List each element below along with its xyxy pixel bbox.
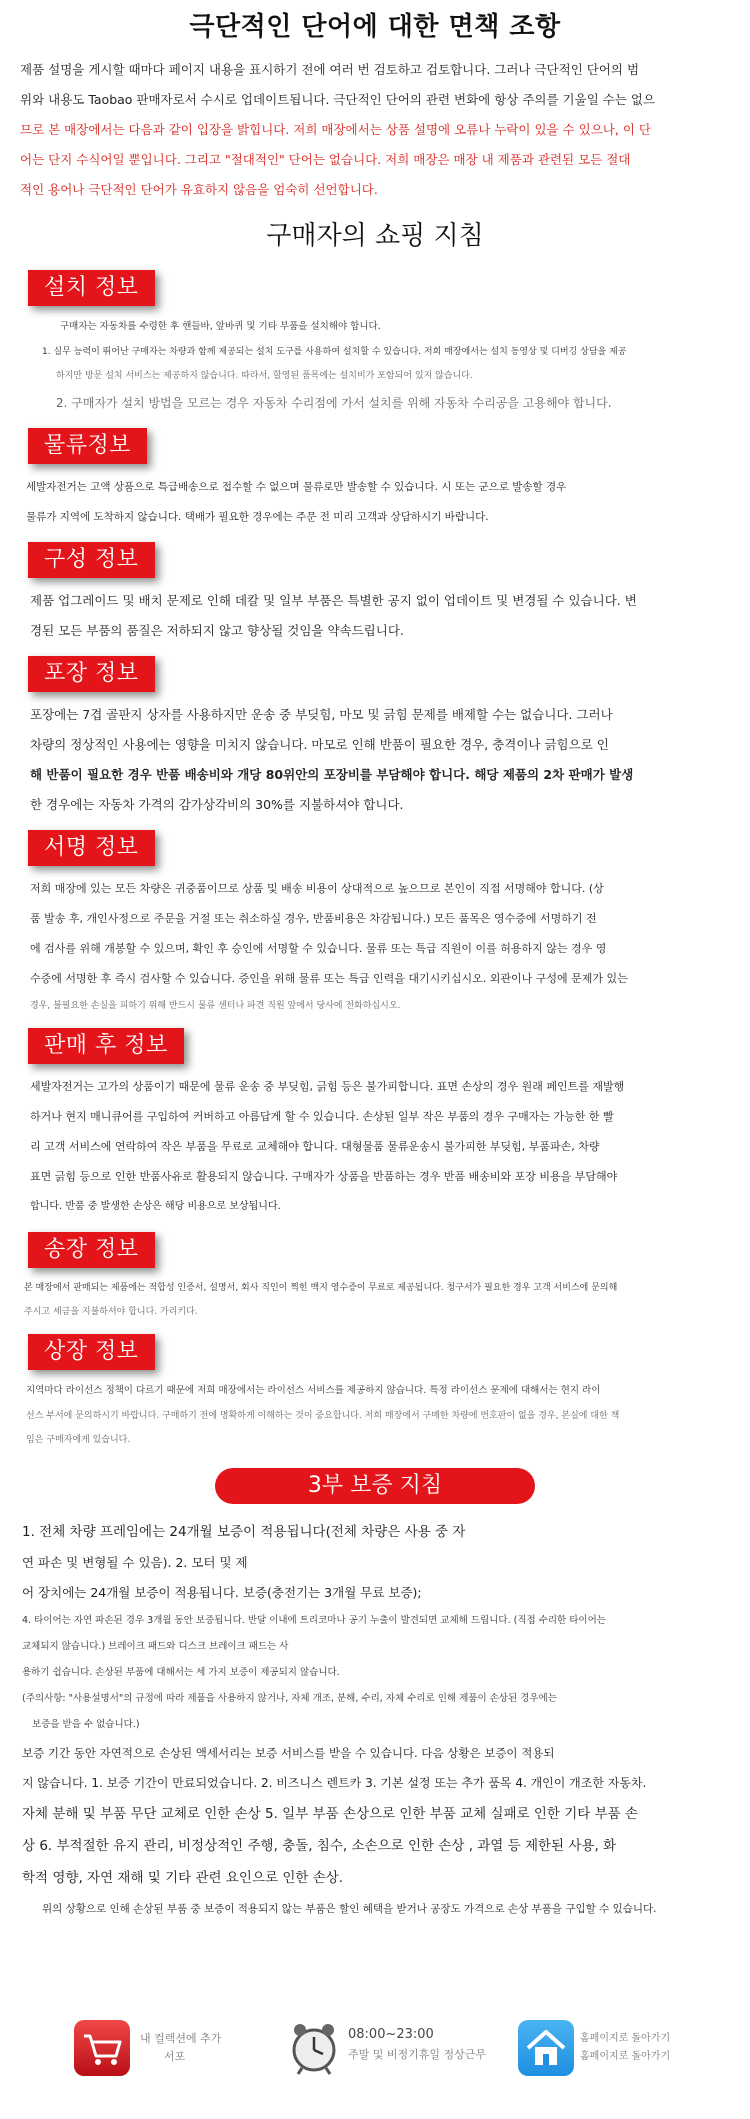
warranty-banner: 3부 보증 지침	[215, 1468, 535, 1504]
home-sublabel: 홈페이지로 돌아가기	[580, 2051, 671, 2062]
after-sales-line: 합니다. 반품 중 발생한 손상은 해당 비용으로 보상됩니다.	[30, 1201, 281, 1212]
license-line: 선스 부서에 문의하시기 바랍니다. 구매하기 전에 명확하게 이해하는 것이 중요합니다. 저희 매장에서 구매한 차량에 번호판이 없을 경우, 본실에 대한 책	[26, 1411, 620, 1421]
guide-title: 구매자의 쇼핑 지침	[266, 221, 484, 251]
business-hours	[286, 2010, 486, 2110]
warranty-line: 상 6. 부적절한 유지 관리, 비정상적인 주행, 충돌, 침수, 소손으로 인한 손상 , 과열 등 제한된 사용, 화	[22, 1838, 617, 1854]
warranty-line: 연 파손 및 변형될 수 있음). 2. 모터 및 제	[22, 1555, 248, 1570]
sign-line: 저희 매장에 있는 모든 차량은 귀중품이므로 상품 및 배송 비용이 상대적으로 높으므로 본인이 직접 서명해야 합니다. (상	[30, 882, 604, 895]
invoice-section	[20, 1222, 730, 1324]
sign-line: 품 발송 후, 개인사정으로 주문을 거절 또는 취소하실 경우, 반품비용은 차감됩니다.) 모든 품목은 영수증에 서명하기 전	[30, 912, 597, 925]
install-line: 2. 구매자가 설치 방법을 모르는 경우 자동차 수리점에 가서 설치를 위해 자동차 수리공을 고용해야 합니다.	[56, 396, 612, 410]
license-line: 임은 구매자에게 있습니다.	[26, 1435, 131, 1445]
after-sales-line: 하거나 현지 매니큐어를 구입하여 커버하고 아름답게 할 수 있습니다. 손상된 일부 작은 부품의 경우 구매자는 가능한 한 빨	[30, 1110, 614, 1123]
packing-line: 차량의 정상적인 사용에는 영향을 미치지 않습니다. 마모로 인해 반품이 필요한 경우, 충격이나 긁힘으로 인	[30, 737, 609, 752]
install-line: 1. 실무 능력이 뛰어난 구매자는 차량과 함께 제공되는 설치 도구를 사용하여 설치할 수 있습니다. 저희 매장에서는 설치 동영상 및 디버깅 상담을 제공	[42, 347, 627, 357]
disclaimer-line: 므로 본 매장에서는 다음과 같이 입장을 밝힙니다. 저희 매장에서는 상품 설명에 오류나 누락이 있을 수 있으나, 이 단	[20, 122, 651, 137]
alarm-clock-icon	[286, 2020, 342, 2076]
warranty-line: 학적 영향, 자연 재해 및 기타 관련 요인으로 인한 손상.	[22, 1870, 344, 1886]
warranty-line: 용하기 쉽습니다. 손상된 부품에 대해서는 세 가지 보증이 제공되지 않습니다.	[22, 1667, 340, 1678]
packing-line: 포장에는 7겹 골판지 상자를 사용하지만 운송 중 부딪힘, 마모 및 긁힘 문제를 배제할 수는 없습니다. 그러나	[30, 707, 613, 722]
invoice-line: 본 매장에서 판매되는 제품에는 적합성 인증서, 설명서, 회사 직인이 찍힌 백지 영수증이 무료로 제공됩니다. 청구서가 필요한 경우 고객 서비스에 문의해	[24, 1283, 618, 1293]
logistics-line: 세발자전거는 고액 상품으로 특급배송으로 접수할 수 없으며 물류로만 발송할 수 있습니다. 시 또는 군으로 발송할 경우	[26, 481, 567, 493]
install-tag: 설치 정보	[28, 270, 155, 306]
invoice-tag: 송장 정보	[28, 1232, 155, 1268]
packing-tag: 포장 정보	[28, 656, 155, 692]
packing-line: 한 경우에는 자동차 가격의 감가상각비의 30%를 지불하셔야 합니다.	[30, 797, 404, 812]
install-section	[20, 260, 730, 418]
after-sales-section	[20, 1018, 730, 1222]
warranty-line: (주의사항: "사용설명서"의 규정에 따라 제품을 사용하지 않거나, 자체 개조, 분해, 수리, 자체 수리로 인해 제품이 손상된 경우에는	[22, 1693, 557, 1704]
cart-icon	[74, 2020, 130, 2076]
config-line: 제품 업그레이드 및 배치 문제로 인해 데칼 및 일부 부품은 특별한 공지 없이 업데이트 및 변경될 수 있습니다. 변	[30, 593, 637, 608]
disclaimer-line: 적인 용어나 극단적인 단어가 유효하지 않음을 엄숙히 선언합니다.	[20, 182, 378, 197]
packing-line: 해 반품이 필요한 경우 반품 배송비와 개당 80위안의 포장비를 부담해야 합니다. 해당 제품의 2차 판매가 발생	[30, 767, 634, 782]
home-icon	[518, 2020, 574, 2076]
warranty-line: 보증을 받을 수 없습니다.)	[32, 1719, 140, 1730]
cart-sublabel: 서포	[164, 2050, 186, 2063]
sign-line: 경우, 불필요한 손실을 피하기 위해 반드시 물류 센터나 파견 직원 앞에서 당사에 전화하십시오.	[30, 1001, 401, 1011]
after-sales-line: 세발자전거는 고가의 상품이기 때문에 물류 운송 중 부딪힘, 긁힘 등은 불가피합니다. 표면 손상의 경우 원래 페인트를 재발행	[30, 1080, 625, 1093]
install-line: 구매자는 자동차를 수령한 후 핸들바, 앞바퀴 및 기타 부품을 설치해야 합니다.	[60, 321, 381, 332]
footer	[0, 2010, 750, 2110]
after-sales-line: 리 고객 서비스에 연락하여 작은 부품을 무료로 교체해야 합니다. 대형물품 물류운송시 불가피한 부딪힘, 부품파손, 차량	[30, 1140, 600, 1153]
license-section	[20, 1324, 730, 1452]
warranty-section	[22, 1516, 728, 1924]
home-label: 홈페이지로 돌아가기	[580, 2033, 671, 2044]
invoice-line: 주시고 세금을 지불하셔야 합니다. 가리키다.	[24, 1307, 198, 1317]
sign-tag: 서명 정보	[28, 830, 155, 866]
install-line: 하지만 방문 설치 서비스는 제공하지 않습니다. 따라서, 할영된 품목에는 설치비가 포함되어 있지 않습니다.	[56, 371, 473, 381]
disclaimer-section	[0, 0, 750, 205]
disclaimer-line: 위와 내용도 Taobao 판매자로서 수시로 업데이트됩니다. 극단적인 단어의 관련 변화에 항상 주의를 기울일 수는 없으	[20, 92, 656, 107]
warranty-line: 지 않습니다. 1. 보증 기간이 만료되었습니다. 2. 비즈니스 렌트카 3. 기본 설정 또는 추가 품목 4. 개인이 개조한 자동차.	[22, 1776, 647, 1790]
config-line: 경된 모든 부품의 품질은 저하되지 않고 향상될 것임을 약속드립니다.	[30, 623, 404, 638]
warranty-line: 4. 타이어는 자연 파손된 경우 3개월 동안 보증됩니다. 반달 이내에 트리코마나 공기 누출이 발견되면 교체해 드립니다. (직접 수리한 타이어는	[22, 1615, 606, 1626]
packing-section	[20, 646, 730, 820]
disclaimer-body	[20, 55, 730, 205]
add-to-cart-button[interactable]	[74, 2010, 244, 2110]
after-sales-line: 표면 긁힘 등으로 인한 반품사유로 활용되지 않습니다. 구매자가 상품을 반품하는 경우 반품 배송비와 포장 비용을 부담해야	[30, 1170, 618, 1183]
license-line: 지역마다 라이선스 정책이 다르기 때문에 저희 매장에서는 라이선스 서비스를 제공하지 않습니다. 특정 라이선스 문제에 대해서는 현지 라이	[26, 1385, 601, 1396]
config-tag: 구성 정보	[28, 542, 155, 578]
sign-line: 수증에 서명한 후 즉시 검사할 수 있습니다. 증인을 위해 물류 또는 특급 인력을 대기시키십시오. 외관이나 구성에 문제가 있는	[30, 972, 628, 985]
warranty-line: 1. 전체 차량 프레임에는 24개월 보증이 적용됩니다(전체 차량은 사용 중 자	[22, 1524, 466, 1540]
logistics-line: 물류가 지역에 도착하지 않습니다. 택배가 필요한 경우에는 주문 전 미리 고객과 상담하시기 바랍니다.	[26, 511, 489, 523]
after-sales-tag: 판매 후 정보	[28, 1028, 184, 1064]
hours-time: 08:00~23:00	[348, 2027, 434, 2042]
disclaimer-title: 극단적인 단어에 대한 면책 조항	[189, 12, 561, 42]
license-tag: 상장 정보	[28, 1334, 155, 1370]
sign-section	[20, 820, 730, 1018]
config-section	[20, 532, 730, 646]
logistics-section	[20, 418, 730, 532]
disclaimer-line: 어는 단지 수식어일 뿐입니다. 그리고 "절대적인" 단어는 없습니다. 저희 매장은 매장 내 제품과 관련된 모든 절대	[20, 152, 631, 167]
sign-line: 에 검사를 위해 개봉할 수 있으며, 확인 후 승인에 서명할 수 있습니다. 물류 또는 특급 직원이 이를 허용하지 않는 경우 영	[30, 942, 607, 955]
hours-note: 주말 및 비정기휴일 정상근무	[348, 2048, 487, 2061]
warranty-line: 교체되지 않습니다.) 브레이크 패드와 디스크 브레이크 패드는 사	[22, 1641, 289, 1652]
warranty-line: 자체 분해 및 부품 무단 교체로 인한 손상 5. 일부 부품 손상으로 인한 부품 교체 실패로 인한 기타 부품 손	[22, 1806, 639, 1822]
cart-label: 내 컬렉션에 추가	[140, 2032, 222, 2045]
warranty-line: 보증 기간 동안 자연적으로 손상된 액세서리는 보증 서비스를 받을 수 있습니다. 다음 상황은 보증이 적용되	[22, 1746, 555, 1760]
warranty-line: 위의 상황으로 인해 손상된 부품 중 보증이 적용되지 않는 부품은 할인 혜택을 받거나 공장도 가격으로 손상 부품을 구입할 수 있습니다.	[42, 1903, 657, 1915]
logistics-tag: 물류정보	[28, 428, 147, 464]
home-button[interactable]	[518, 2010, 698, 2110]
disclaimer-line: 제품 설명을 게시할 때마다 페이지 내용을 표시하기 전에 여러 번 검토하고 검토합니다. 그러나 극단적인 단어의 범	[20, 62, 640, 77]
warranty-line: 어 장치에는 24개월 보증이 적용됩니다. 보증(충전기는 3개월 무료 보증);	[22, 1585, 422, 1600]
